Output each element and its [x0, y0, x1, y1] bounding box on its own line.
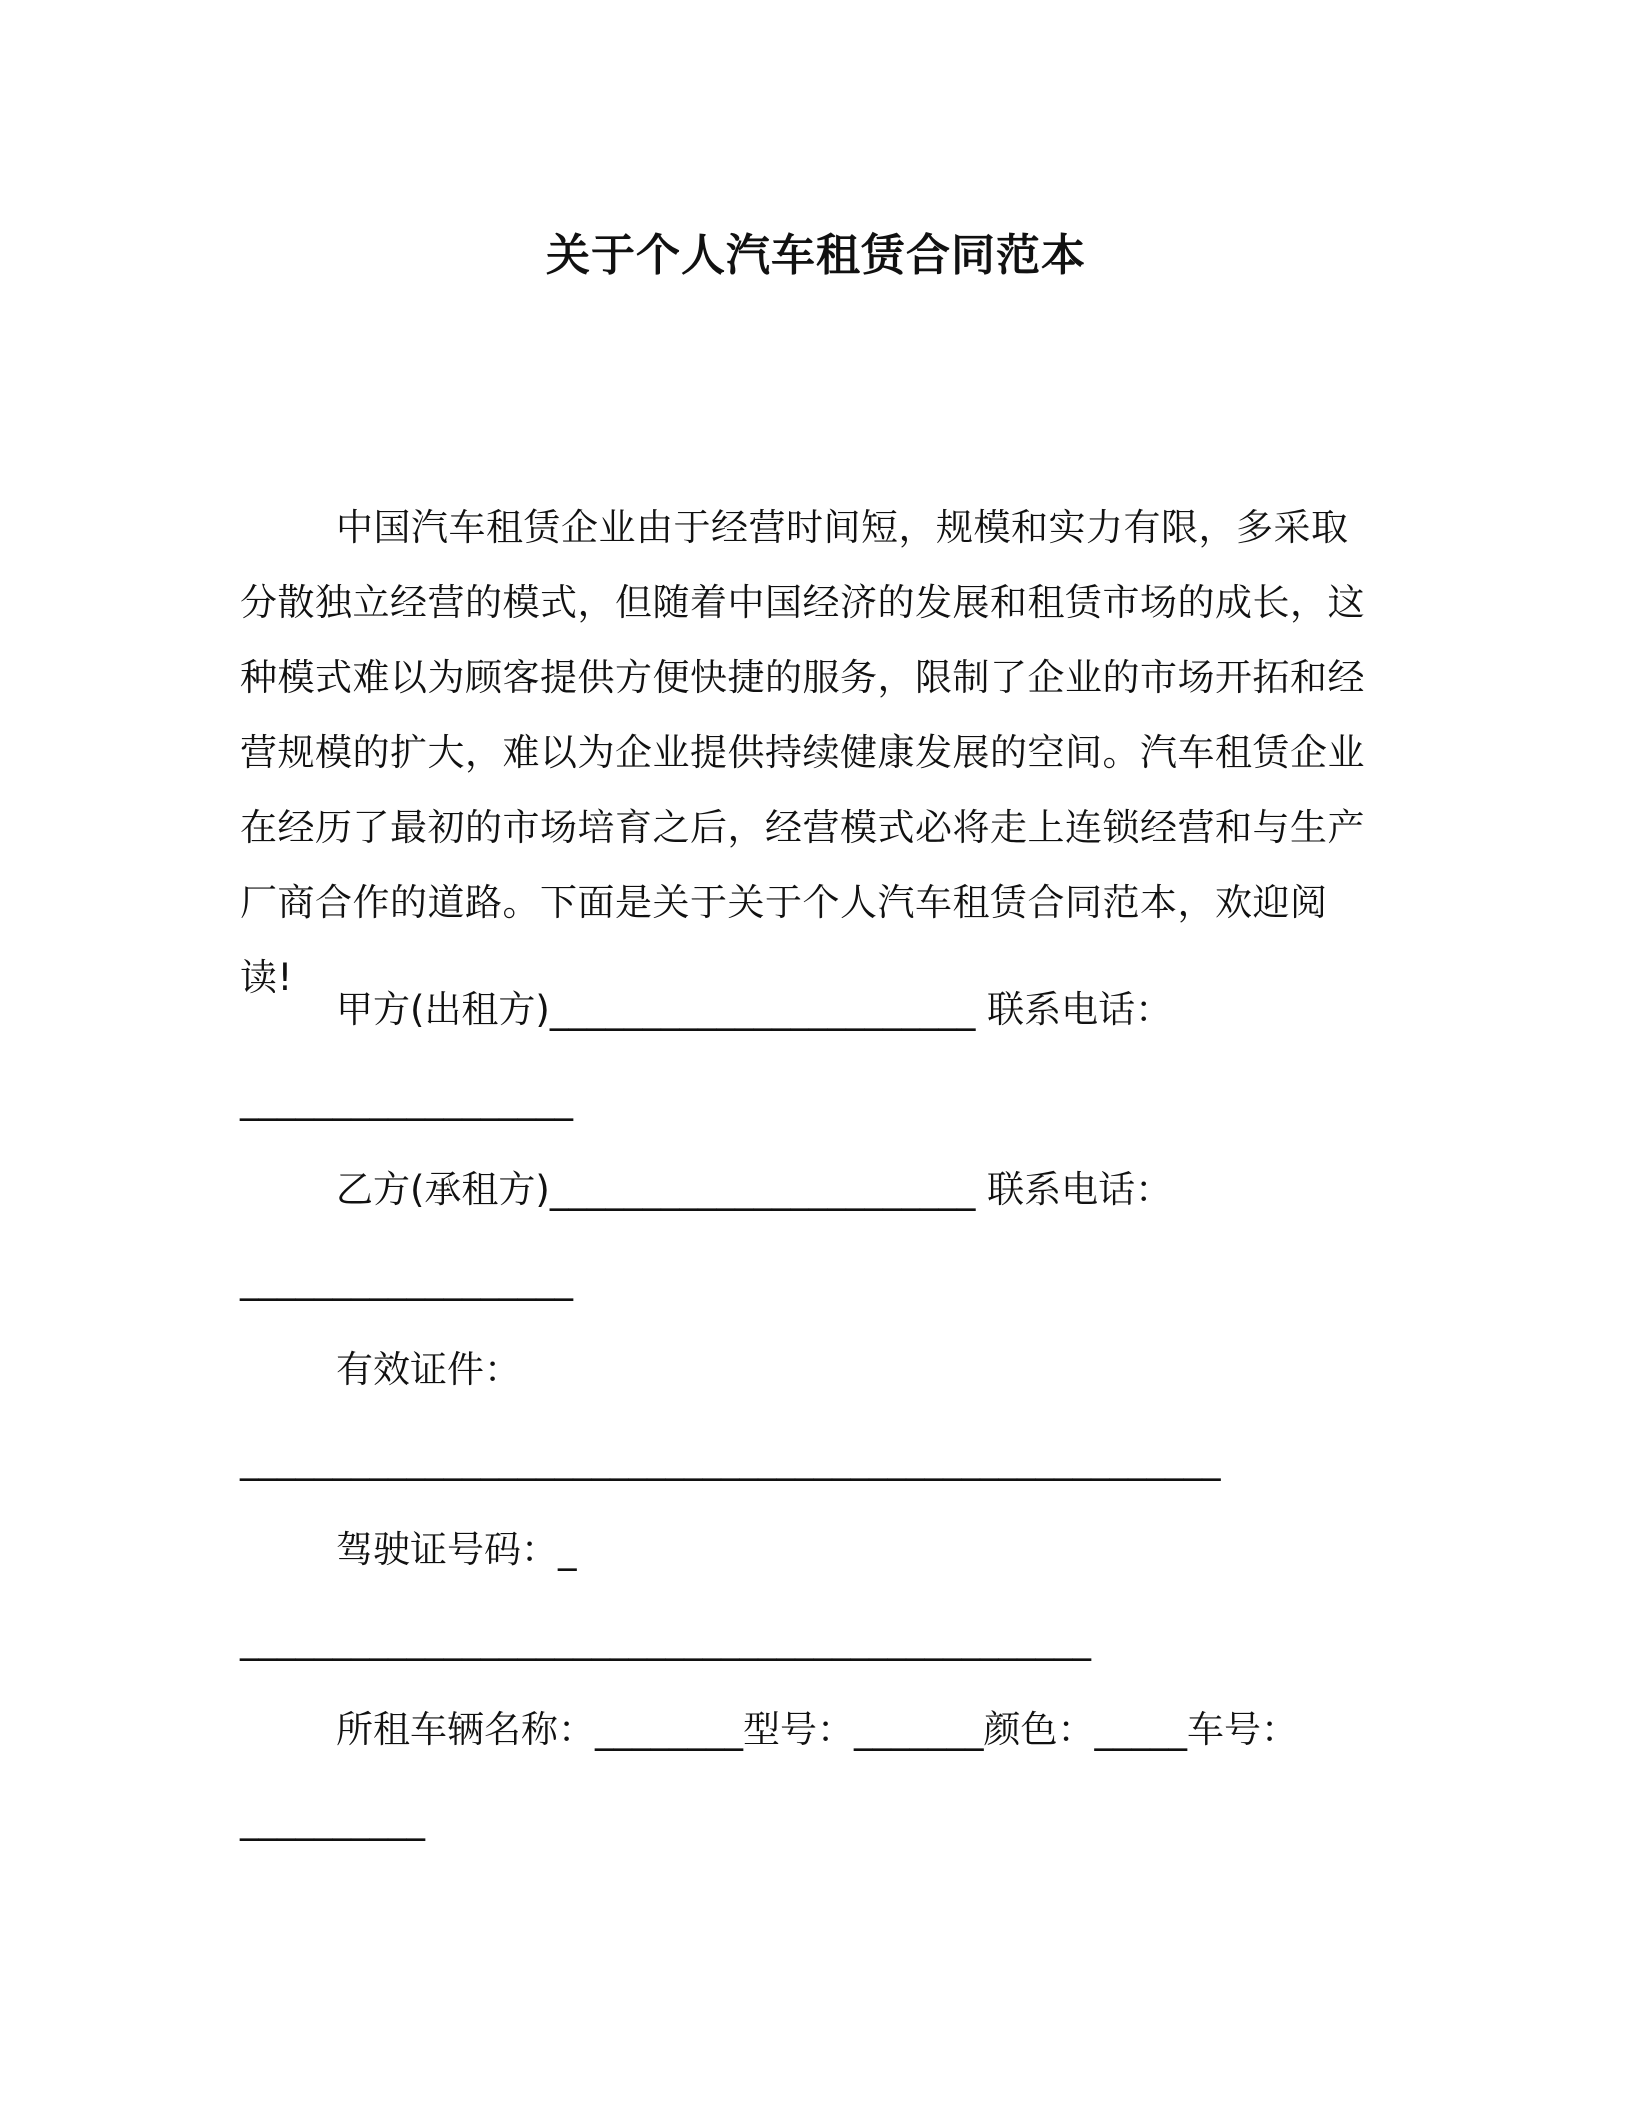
party-a-line: 甲方(出租方)_______________________ 联系电话：	[336, 988, 1173, 1031]
vehicle-blank: __________	[240, 1798, 425, 1841]
document-title: 关于个人汽车租赁合同范本	[546, 230, 1086, 281]
license-line: 驾驶证号码：_	[336, 1528, 577, 1571]
vehicle-line: 所租车辆名称：________型号：_______颜色：_____车号：	[336, 1708, 1298, 1751]
party-b-phone-blank: __________________	[240, 1258, 573, 1301]
valid-id-blank: _____________________________________________________	[240, 1438, 1221, 1481]
party-a-phone-blank: __________________	[240, 1078, 573, 1121]
intro-paragraph: 中国汽车租赁企业由于经营时间短，规模和实力有限，多采取分散独立经营的模式，但随着中国经济的发展和租赁市场的成长，这种模式难以为顾客提供方便快捷的服务，限制了企业的市场开拓和经营规模的扩大，难以为企业提供持续健康发展的空间。汽车租赁企业在经历了最初的市场培育之后，经营模式必将走上连锁经营和与生产厂商合作的道路。下面是关于关于个人汽车租赁合同范本，欢迎阅读!	[240, 506, 1365, 999]
license-blank: ______________________________________________	[240, 1618, 1091, 1661]
party-b-line: 乙方(承租方)_______________________ 联系电话：	[336, 1168, 1173, 1211]
valid-id-line: 有效证件：	[336, 1348, 521, 1391]
